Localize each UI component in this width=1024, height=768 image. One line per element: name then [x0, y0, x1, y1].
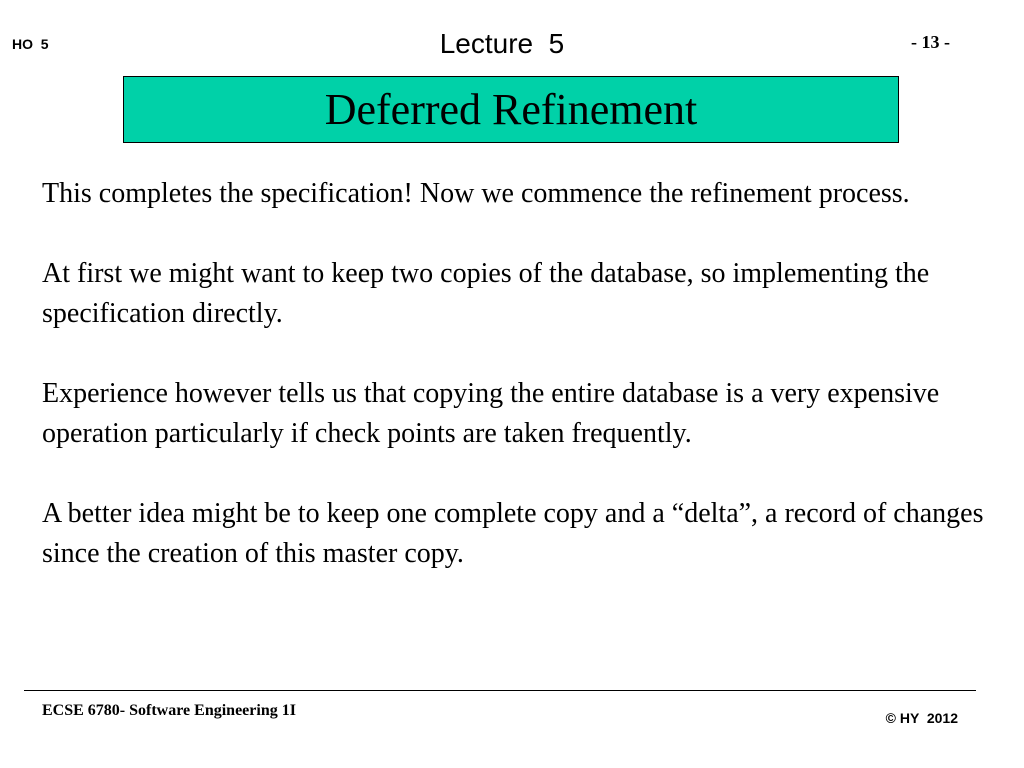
- paragraph: A better idea might be to keep one complete copy and a “delta”, a record of changes since the creation of this master copy.: [42, 498, 984, 569]
- page-number: - 13 -: [911, 32, 950, 52]
- paragraph: Experience however tells us that copying the entire database is a very expensive operation particularly if check points are taken frequently.: [42, 378, 940, 449]
- course-name: ECSE 6780- Software Engineering 1I: [42, 702, 296, 719]
- slide-title: Deferred Refinement: [324, 84, 698, 134]
- handout-label: HO 5: [12, 36, 49, 52]
- slide-body: [42, 174, 992, 574]
- footer-divider: [24, 690, 976, 691]
- lecture-heading: Lecture 5: [439, 28, 565, 59]
- copyright-notice: © HY 2012: [885, 710, 958, 726]
- title-banner: [123, 76, 899, 143]
- paragraph: This completes the specification! Now we commence the refinement process.: [42, 178, 910, 209]
- paragraph: At first we might want to keep two copies of the database, so implementing the specification directly.: [42, 258, 930, 329]
